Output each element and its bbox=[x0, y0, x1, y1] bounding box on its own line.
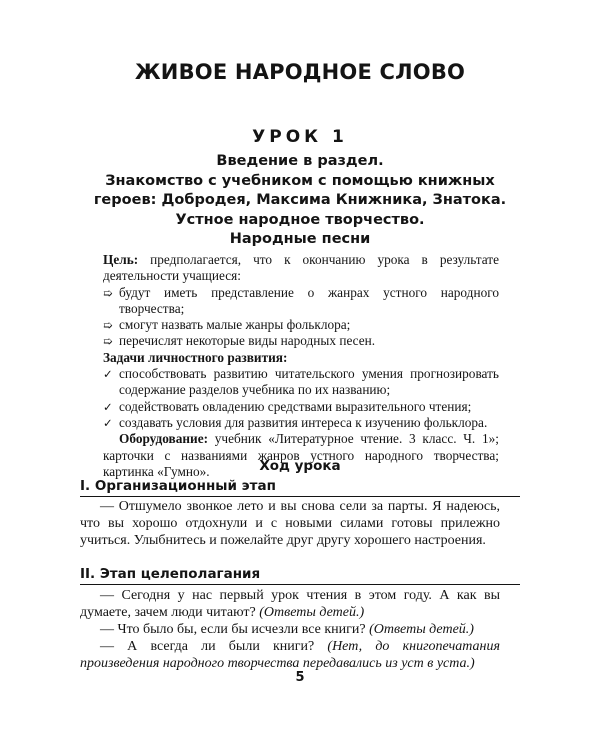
stage-dialogue bbox=[80, 587, 500, 672]
lesson-objectives bbox=[103, 252, 499, 480]
arrow-right-icon: ➯ bbox=[103, 334, 113, 349]
equipment-label: Оборудование: bbox=[119, 431, 209, 447]
task-item: ✓ создавать условия для развития интереса к изучению фольклора. bbox=[103, 414, 488, 430]
arrow-right-icon: ➯ bbox=[103, 285, 113, 300]
check-icon: ✓ bbox=[103, 415, 113, 430]
goal-item: ➯ будут иметь представление о жанрах устного народного творчества; bbox=[103, 284, 499, 316]
goal-item: ➯ перечислят некоторые виды народных песен. bbox=[103, 333, 376, 349]
dialogue-line: — А всегда ли были книги? (Нет, до книгопечатания произведения народного творчества передавались из уст в уста.) bbox=[80, 639, 500, 671]
lesson-topic-line: Знакомство с учебником с помощью книжных bbox=[105, 172, 495, 189]
lesson-flow-title: Ход урока bbox=[259, 458, 341, 474]
lesson-topic-line: Устное народное творчество. bbox=[175, 211, 425, 228]
goal-paragraph bbox=[103, 252, 499, 285]
lesson-topic-line: героев: Добродея, Максима Книжника, Знатока. bbox=[93, 192, 507, 208]
stage-heading: II. Этап целеполагания bbox=[80, 566, 520, 585]
lesson-topic bbox=[60, 152, 540, 250]
lesson-number: УРОК 1 bbox=[252, 127, 348, 147]
arrow-right-icon: ➯ bbox=[103, 318, 113, 333]
task-item: ✓ содействовать овладению средствами выразительного чтения; bbox=[103, 398, 472, 414]
stage-text: — Отшумело звонкое лето и вы снова сели за парты. Я надеюсь, что вы хорошо отдохнули и с новыми силами готовы прилежно учиться. Улыбнитесь и пожелайте друг другу хорошего настроения. bbox=[80, 499, 500, 548]
section-title: ЖИВОЕ НАРОДНОЕ СЛОВО bbox=[134, 60, 466, 84]
check-icon: ✓ bbox=[103, 399, 113, 414]
stage-heading: I. Организационный этап bbox=[80, 478, 520, 497]
dialogue-line: — Сегодня у нас первый урок чтения в этом году. А как вы думаете, зачем люди читают? (Ответы детей.) bbox=[80, 588, 500, 620]
lesson-topic-line: Народные песни bbox=[229, 231, 371, 247]
tasks-heading bbox=[103, 350, 499, 366]
dialogue-line: — Что было бы, если бы исчезли все книги? (Ответы детей.) bbox=[100, 622, 474, 637]
goal-item: ➯ смогут назвать малые жанры фольклора; bbox=[103, 317, 351, 333]
tasks-label: Задачи личностного развития: bbox=[103, 349, 288, 365]
page-number: 5 bbox=[295, 670, 305, 685]
check-icon: ✓ bbox=[103, 367, 113, 382]
lesson-topic-line: Введение в раздел. bbox=[216, 153, 384, 169]
equipment-text: учебник «Литературное чтение. 3 класс. Ч. 1»; карточки с названиями жанров устного народного творчества; картинка «Гумно». bbox=[103, 431, 499, 479]
goal-text: предполагается, что к окончанию урока в результате деятельности учащиеся: bbox=[103, 252, 500, 284]
task-item: ✓ способствовать развитию читательского умения прогнозировать содержание разделов учебника по их названию; bbox=[103, 366, 499, 398]
goal-label: Цель: bbox=[103, 252, 139, 267]
